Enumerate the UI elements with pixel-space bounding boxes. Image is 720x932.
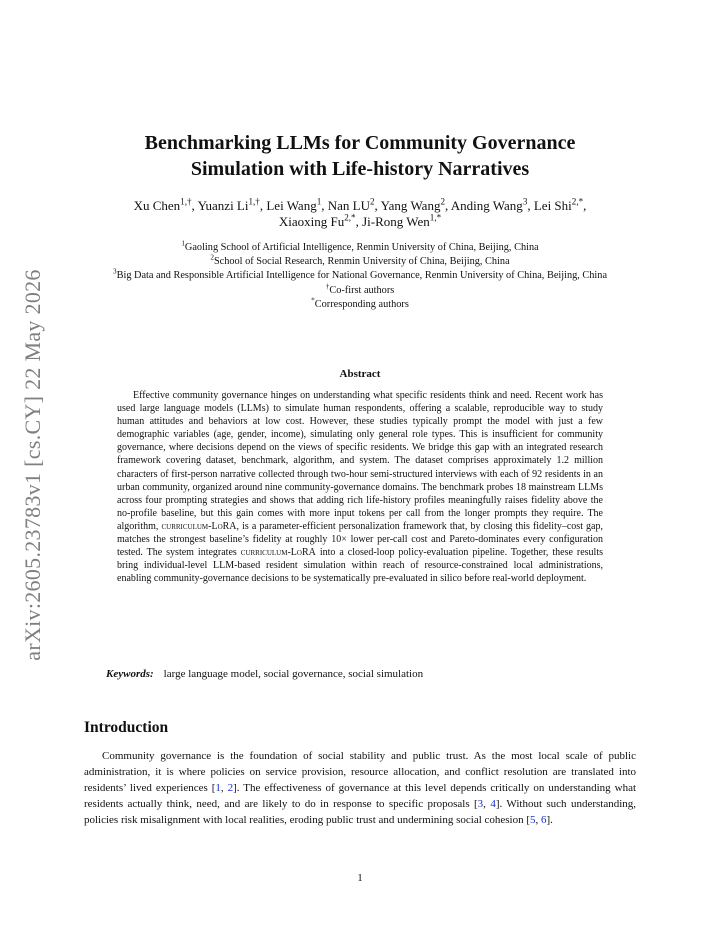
author-name: Lei Wang [266, 198, 317, 213]
page-number: 1 [357, 872, 363, 884]
author-mark: 2 [370, 196, 375, 207]
citation-link[interactable]: 4 [490, 797, 496, 810]
author-mark: 3 [522, 196, 528, 207]
citation-link[interactable]: 6 [541, 813, 547, 826]
affiliations [84, 241, 636, 312]
affiliation-1: $^1$Gaoling School of Artificial Intelligence, Renmin University of China, Beijing, China [181, 239, 539, 253]
author-mark: 1,† [248, 196, 260, 207]
abstract-heading: Abstract [339, 368, 381, 380]
title-line-1: Benchmarking LLMs for Community Governance [144, 132, 576, 154]
citation-link[interactable]: 1 [215, 781, 221, 794]
author-list: Xu Chen$^{1,\dagger}$, Yuanzi $Li^{1,\dagger}$, Lei Wang$^1$, Nan $LU^2$, Yang Wang$^2$, Anding Wang$^3$, Lei Shi$^{2,*}$, Xiaoxing $Fu^{2,*}$, Ji-Rong Wen$^{1,*}$ [133, 196, 587, 229]
method-name: curriculum-LoRA [161, 520, 237, 532]
paper-title [84, 130, 636, 182]
citation-link[interactable]: 2 [227, 781, 234, 794]
author-name: Yang Wang [380, 198, 441, 213]
author-mark: 1,† [180, 196, 192, 207]
co-first-note: †Co-first authors [325, 282, 395, 296]
author-mark: 1,* [429, 212, 442, 223]
author-name: Lei Shi [533, 198, 572, 213]
introduction-paragraph: Community governance is the foundation of social stability and public trust. As the most local scale of public administration, it is where policies on service provision, resource allocation, and conflict resolution are translated into residents’ lived experiences [1, 2]. The effectiveness of governance at this level depends critically on understanding what residents actually think, need, and are likely to do in response to specific proposals [3, 4]. Without such understanding, policies risk misalignment with local realities, eroding public trust and undermining social cohesion [5, 6]. [84, 750, 637, 826]
author-mark: 1 [316, 196, 322, 207]
author-name: Nan LU [327, 198, 370, 213]
affiliation-2: $^2$School of Social Research, Renmin University of China, Beijing, China [210, 253, 510, 268]
arxiv-identifier [18, 255, 48, 675]
keywords-label: Keywords: [106, 668, 154, 680]
arxiv-identifier-text: arXiv:2605.23783v1 [cs.CY] 22 May 2026 [20, 269, 45, 661]
author-name: Ji-Rong Wen [362, 214, 430, 229]
author-name: Xu Chen [133, 198, 181, 213]
keywords [106, 668, 423, 680]
citation-link[interactable]: 3 [477, 797, 484, 810]
title-line-2: Simulation with Life-history Narratives [190, 158, 530, 180]
section-title-introduction: Introduction [84, 719, 169, 736]
abstract-text: Effective community governance hinges on understanding what specific residents think and need. Recent work has used large language models (LLMs) to simulate human respondents, offering a scalable, reproducible way to study human attitudes and behaviors at low cost. However, these studies typically prompt the model with just a few demographic variables (age, gender, income), simulating only general role types. This is insufficient for community governance, where decisions depend on the views of specific residents. We bridge this gap with an integrated research framework covering dataset, benchmark, algorithm, and system. The dataset comprises approximately 1.2 million characters of first-person narrative collected through two-hour semi-structured interviews with each of 92 residents in an urban community, organized around nine community-governance domains. The benchmark probes 18 mainstream LLMs across four prompting strategies and shows that adding rich life-history profiles meaningfully raises fidelity above the no-profile baseline, but this gain comes with more input tokens per call from the longer prompts they require. The algorithm, curriculum-LoRA, is a parameter-efficient personalization framework that, by closing this fidelity–cost gap, matches the strongest baseline’s fidelity at roughly 10× lower per-call cost and Pareto-dominates every configuration tested. The system integrates curriculum-LoRA into a closed-loop policy-evaluation pipeline. Together, these results bring individual-level LLM-based resident simulation within reach of resource-constrained local administrations, enabling community-governance decisions to be systematically pre-evaluated in silico before real-world deployment. [117, 390, 604, 585]
corresponding-note: *Corresponding authors [311, 296, 409, 310]
affiliation-3: $^3$Big Data and Responsible Artificial Intelligence for National Governance, Renmin University of China, Beijing, China [112, 267, 608, 282]
citation-link[interactable]: 5 [530, 813, 536, 826]
method-name: curriculum-LoRA [240, 547, 316, 559]
author-name: Yuanzi Li [197, 198, 249, 213]
author-name: Xiaoxing Fu [278, 214, 345, 229]
keywords-list: large language model, social governance, social simulation [163, 668, 424, 680]
author-mark: 2,* [571, 196, 584, 207]
author-mark: 2 [440, 196, 445, 207]
author-mark: 2,* [344, 212, 356, 223]
author-name: Anding Wang [450, 198, 523, 213]
